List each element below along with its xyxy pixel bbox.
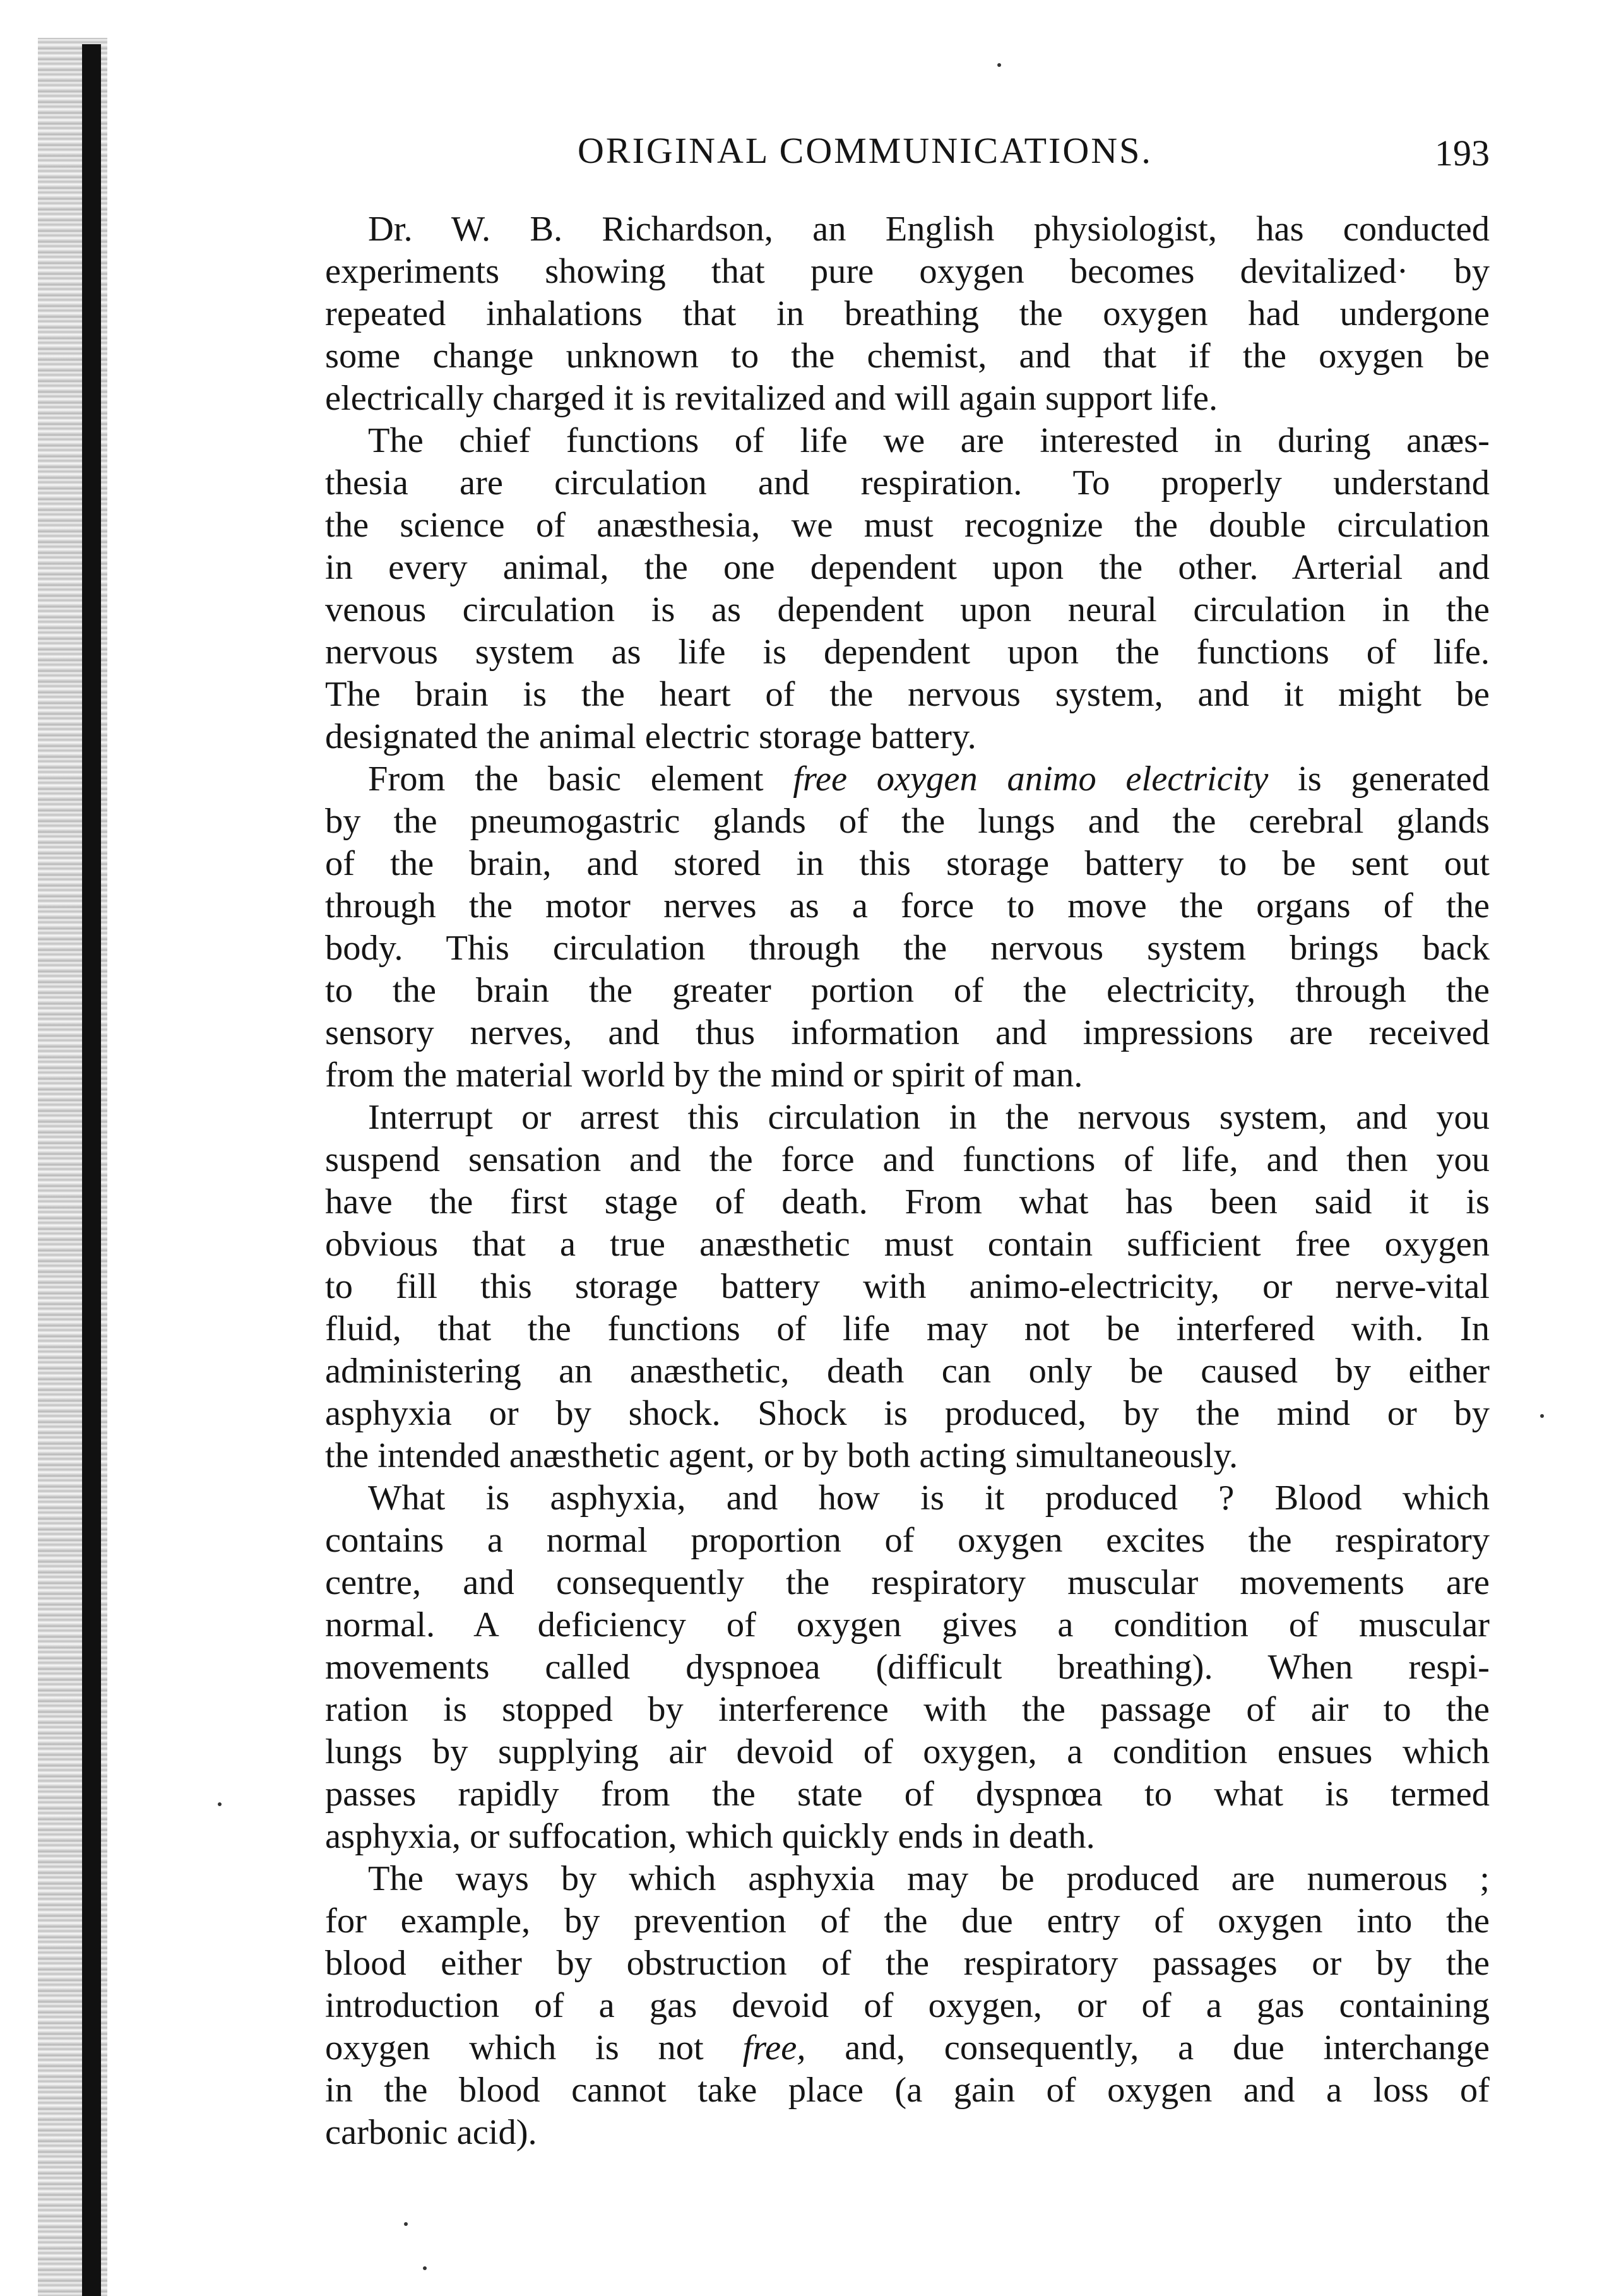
text-line: some change unknown to the chemist, and that if the oxygen be <box>325 336 1490 376</box>
print-speck <box>1540 1414 1544 1418</box>
text-line: in every animal, the one dependent upon the other. Arterial and <box>325 548 1490 587</box>
text-line: electrically charged it is revitalized and will again support life. <box>325 379 1218 418</box>
text-line: of the brain, and stored in this storage battery to be sent out <box>325 844 1490 883</box>
text-line: have the first stage of death. From what has been said it is <box>325 1182 1490 1222</box>
text-line: normal. A deficiency of oxygen gives a condition of muscular <box>325 1605 1490 1645</box>
text-line: nervous system as life is dependent upon the functions of life. <box>325 633 1490 672</box>
italic-word: free, <box>742 2028 806 2067</box>
text-line: lungs by supplying air devoid of oxygen, a condition ensues which <box>325 1732 1490 1771</box>
text-line <box>287 2027 1490 2069</box>
text-line: designated the animal electric storage battery. <box>325 717 976 756</box>
text-line: in the blood cannot take place (a gain of oxygen and a loss of <box>325 2071 1490 2110</box>
text-line: introduction of a gas devoid of oxygen, or of a gas containing <box>325 1986 1490 2025</box>
text-line: to fill this storage battery with animo-electricity, or nerve-vital <box>325 1267 1490 1306</box>
text-line: thesia are circulation and respiration. To properly understand <box>325 463 1490 503</box>
print-speck <box>997 63 1001 67</box>
text-line: The brain is the heart of the nervous system, and it might be <box>325 675 1490 714</box>
paragraph-interrupt-circulation <box>287 1097 1490 1477</box>
text-line: experiments showing that pure oxygen becomes devitalized· by <box>325 252 1490 291</box>
text-line: ration is stopped by interference with the passage of air to the <box>325 1690 1490 1729</box>
text-line: asphyxia, or suffocation, which quickly ends in death. <box>325 1817 1095 1856</box>
print-speck <box>404 2222 408 2226</box>
paragraph-basic-element <box>287 758 1490 1097</box>
text-line: repeated inhalations that in breathing the oxygen had undergone <box>325 294 1490 333</box>
paragraph-asphyxia <box>287 1477 1490 1858</box>
text-line: through the motor nerves as a force to move the organs of the <box>325 886 1490 925</box>
print-speck <box>218 1802 222 1806</box>
italic-phrase: free oxygen animo electricity <box>793 759 1269 799</box>
running-head: ORIGINAL COMMUNICATIONS. <box>578 130 1153 171</box>
text-line: by the pneumogastric glands of the lungs and the cerebral glands <box>325 802 1490 841</box>
text-line: to the brain the greater portion of the electricity, through the <box>325 971 1490 1010</box>
text-line: Dr. W. B. Richardson, an English physiologist, has conducted <box>368 210 1490 249</box>
text-line: suspend sensation and the force and functions of life, and then you <box>325 1140 1490 1179</box>
text-line: the intended anæsthetic agent, or by both acting simultaneously. <box>325 1436 1238 1475</box>
text-line: blood either by obstruction of the respiratory passages or by the <box>325 1944 1490 1983</box>
text-line: sensory nerves, and thus information and impressions are received <box>325 1013 1490 1052</box>
text-line: administering an anæsthetic, death can only be caused by either <box>325 1352 1490 1391</box>
text-line: venous circulation is as dependent upon neural circulation in the <box>325 590 1490 629</box>
text-line: from the material world by the mind or spirit of man. <box>325 1056 1083 1095</box>
text-run: is generated <box>1268 759 1490 799</box>
text-line: for example, by prevention of the due entry of oxygen into the <box>325 1901 1490 1941</box>
text-line: passes rapidly from the state of dyspnœa to what is termed <box>325 1775 1490 1814</box>
text-line: The ways by which asphyxia may be produced are numerous ; <box>368 1859 1490 1898</box>
text-line: What is asphyxia, and how is it produced ? Blood which <box>368 1478 1490 1518</box>
page-number: 193 <box>1435 133 1490 174</box>
paragraph-ways-of-asphyxia <box>287 1858 1490 2154</box>
paragraph-richardson <box>287 208 1490 420</box>
text-line: obvious that a true anæsthetic must contain sufficient free oxygen <box>325 1225 1490 1264</box>
text-run: From the basic element <box>368 759 793 799</box>
text-line <box>287 758 1490 800</box>
paragraph-functions-of-life <box>287 420 1490 758</box>
binding-gutter-edge <box>82 44 101 2296</box>
text-run: and, consequently, a due interchange <box>805 2028 1490 2067</box>
text-line: body. This circulation through the nervous system brings back <box>325 929 1490 968</box>
page-header <box>287 129 1490 180</box>
text-line: centre, and consequently the respiratory muscular movements are <box>325 1563 1490 1602</box>
text-line: Interrupt or arrest this circulation in the nervous system, and you <box>368 1098 1490 1137</box>
text-run: oxygen which is not <box>325 2028 743 2067</box>
text-line: carbonic acid). <box>325 2113 537 2152</box>
text-line: contains a normal proportion of oxygen excites the respiratory <box>325 1521 1490 1560</box>
print-speck <box>423 2266 427 2270</box>
text-line: asphyxia or by shock. Shock is produced, by the mind or by <box>325 1394 1490 1433</box>
text-line: The chief functions of life we are interested in during anæs- <box>368 421 1490 460</box>
text-line: movements called dyspnoea (difficult breathing). When respi- <box>325 1648 1490 1687</box>
text-line: the science of anæsthesia, we must recognize the double circulation <box>325 506 1490 545</box>
text-line: fluid, that the functions of life may not be interfered with. In <box>325 1309 1490 1348</box>
body-text <box>287 208 1490 2154</box>
